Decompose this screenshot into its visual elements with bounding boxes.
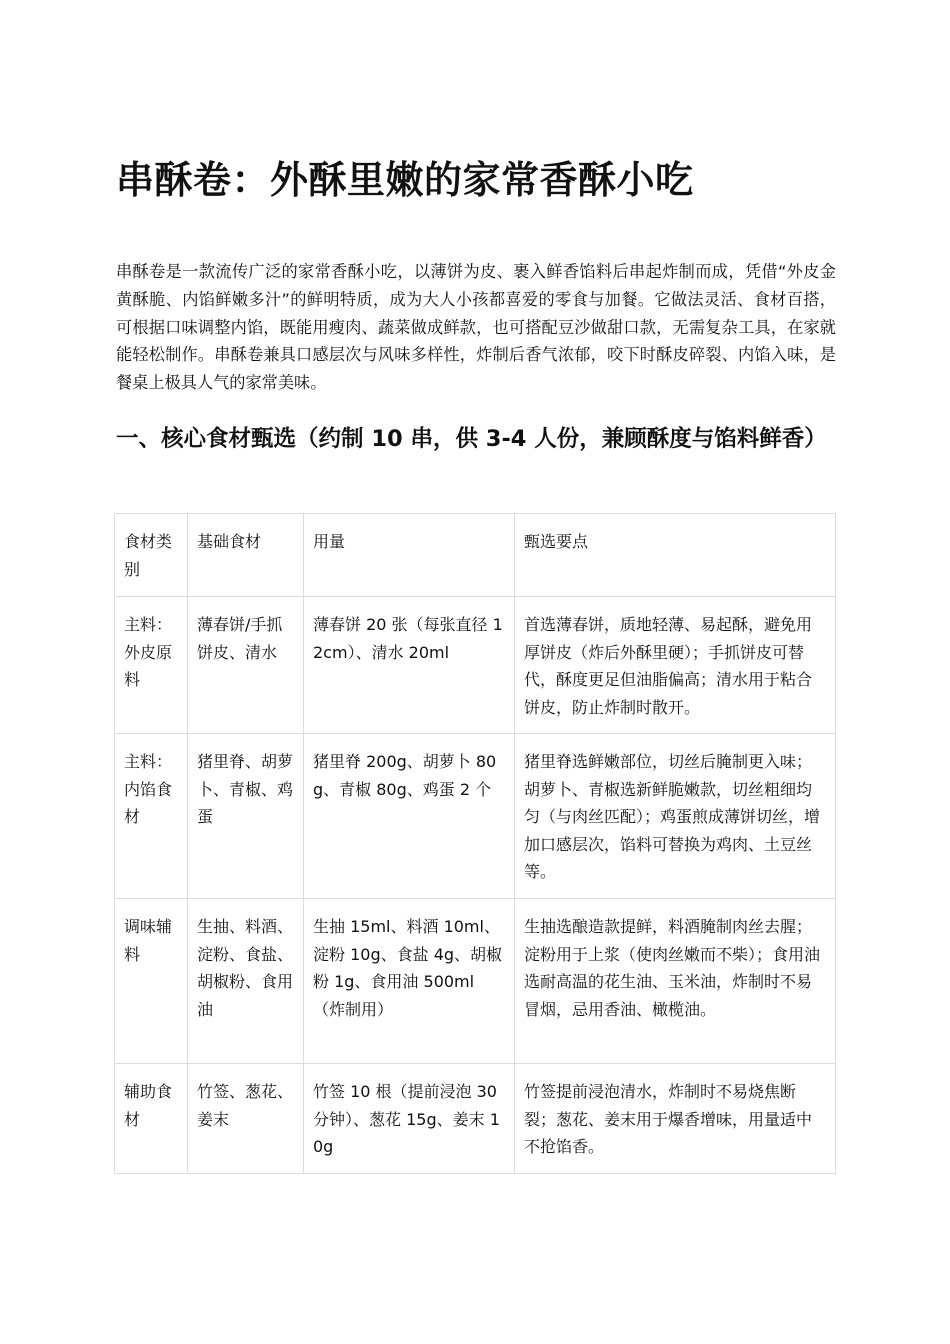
cell-ingredients: 薄春饼/手抓饼皮、清水 — [188, 597, 304, 734]
cell-notes: 首选薄春饼，质地轻薄、易起酥，避免用厚饼皮（炸后外酥里硬）；手抓饼皮可替代，酥度更足但油脂偏高；清水用于粘合饼皮，防止炸制时散开。 — [515, 597, 836, 734]
table-row — [115, 1064, 836, 1174]
cell-amount: 生抽 15ml、料酒 10ml、淀粉 10g、食盐 4g、胡椒粉 1g、食用油 500ml（炸制用） — [304, 899, 515, 1064]
cell-notes: 猪里脊选鲜嫩部位，切丝后腌制更入味；胡萝卜、青椒选新鲜脆嫩款，切丝粗细均匀（与肉丝匹配）；鸡蛋煎成薄饼切丝，增加口感层次，馅料可替换为鸡肉、土豆丝等。 — [515, 734, 836, 899]
intro-paragraph: 串酥卷是一款流传广泛的家常香酥小吃，以薄饼为皮、裹入鲜香馅料后串起炸制而成，凭借“外皮金黄酥脆、内馅鲜嫩多汁”的鲜明特质，成为大人小孩都喜爱的零食与加餐。它做法灵活、食材百搭，可根据口味调整内馅，既能用瘦肉、蔬菜做成鲜款，也可搭配豆沙做甜口款，无需复杂工具，在家就能轻松制作。串酥卷兼具口感层次与风味多样性，炸制后香气浓郁，咬下时酥皮碎裂、内馅入味，是餐桌上极具人气的家常美味。 — [116, 262, 836, 393]
cell-category: 主料：外皮原料 — [115, 597, 188, 734]
cell-category: 主料：内馅食材 — [115, 734, 188, 899]
page-title: 串酥卷：外酥里嫩的家常香酥小吃 — [116, 158, 694, 202]
header-notes: 甄选要点 — [515, 514, 836, 597]
table-header-row — [115, 514, 836, 597]
ingredients-table — [114, 513, 836, 1174]
cell-ingredients: 生抽、料酒、淀粉、食盐、胡椒粉、食用油 — [188, 899, 304, 1064]
header-category: 食材类别 — [115, 514, 188, 597]
header-amount: 用量 — [304, 514, 515, 597]
cell-ingredients: 猪里脊、胡萝卜、青椒、鸡蛋 — [188, 734, 304, 899]
cell-amount: 猪里脊 200g、胡萝卜 80g、青椒 80g、鸡蛋 2 个 — [304, 734, 515, 899]
cell-category: 辅助食材 — [115, 1064, 188, 1174]
section-heading-ingredients: 一、核心食材甄选（约制 10 串，供 3-4 人份，兼顾酥度与馅料鲜香） — [116, 426, 827, 452]
table-row — [115, 899, 836, 1064]
cell-ingredients: 竹签、葱花、姜末 — [188, 1064, 304, 1174]
cell-notes: 竹签提前浸泡清水，炸制时不易烧焦断裂；葱花、姜末用于爆香增味，用量适中不抢馅香。 — [515, 1064, 836, 1174]
cell-notes: 生抽选酿造款提鲜，料酒腌制肉丝去腥；淀粉用于上浆（使肉丝嫩而不柴）；食用油选耐高温的花生油、玉米油，炸制时不易冒烟，忌用香油、橄榄油。 — [515, 899, 836, 1064]
table-row — [115, 597, 836, 734]
cell-category: 调味辅料 — [115, 899, 188, 1064]
cell-amount: 竹签 10 根（提前浸泡 30 分钟）、葱花 15g、姜末 10g — [304, 1064, 515, 1174]
header-ingredients: 基础食材 — [188, 514, 304, 597]
table-row — [115, 734, 836, 899]
cell-amount: 薄春饼 20 张（每张直径 12cm）、清水 20ml — [304, 597, 515, 734]
